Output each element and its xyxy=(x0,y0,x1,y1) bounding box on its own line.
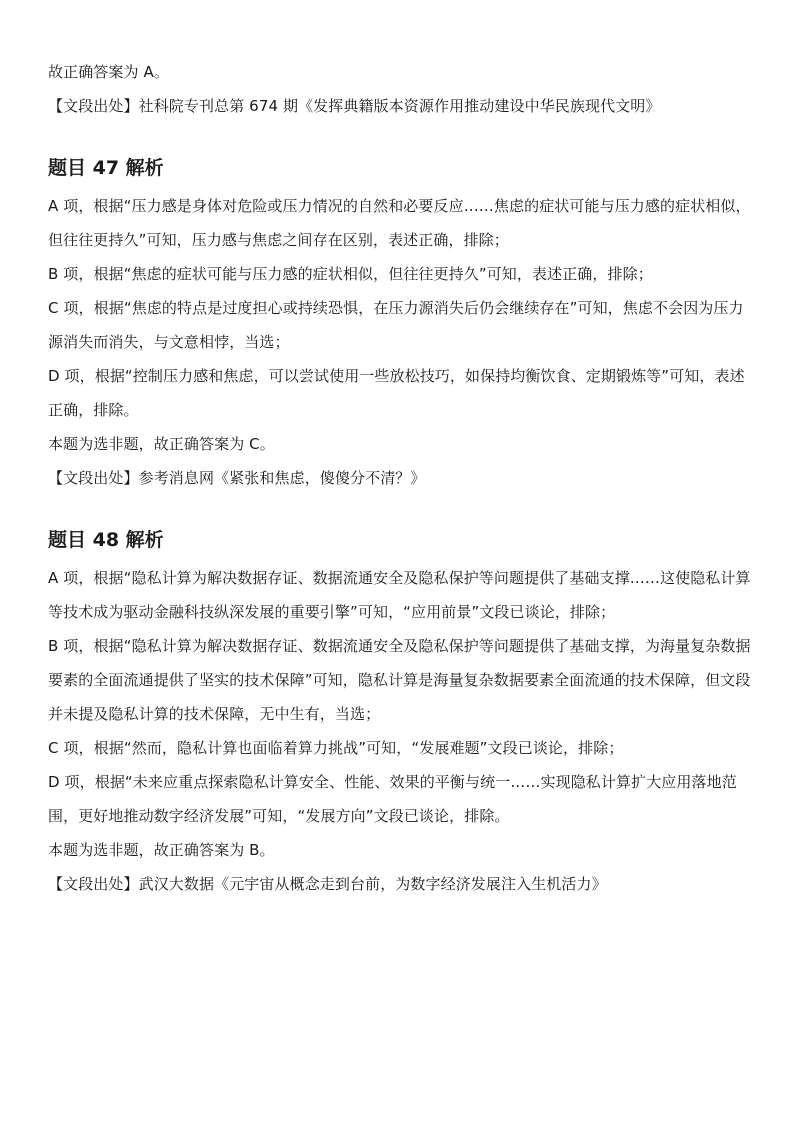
source-label: 【文段出处】 xyxy=(48,97,139,115)
q47-conclusion: 本题为选非题，故正确答案为 C。 xyxy=(48,435,275,453)
source-text: 社科院专刊总第 674 期《发挥典籍版本资源作用推动建设中华民族现代文明》 xyxy=(138,97,661,115)
source-line xyxy=(48,89,758,123)
source-label: 【文段出处】 xyxy=(48,469,139,487)
document-page xyxy=(48,55,758,901)
q47-option-c: C 项，根据“焦虑的特点是过度担心或持续恐惧，在压力源消失后仍会继续存在”可知，焦虑不会因为压力源消失而消失，与文意相悖，当选； xyxy=(48,299,744,351)
q48-heading: 题目 48 解析 xyxy=(48,529,164,551)
answer-line: 故正确答案为 A。 xyxy=(48,63,169,81)
q47-option-d: D 项，根据“控制压力感和焦虑，可以尝试使用一些放松技巧，如保持均衡饮食、定期锻炼等”可知，表述正确，排除。 xyxy=(48,367,745,419)
q47-source-line xyxy=(48,461,758,495)
q48-conclusion: 本题为选非题，故正确答案为 B。 xyxy=(48,841,275,859)
q47-heading: 题目 47 解析 xyxy=(48,157,164,179)
q48-option-d: D 项，根据“未来应重点探索隐私计算安全、性能、效果的平衡与统一……实现隐私计算扩大应用落地范围，更好地推动数字经济发展”可知，“发展方向”文段已谈论，排除。 xyxy=(48,773,737,825)
q47-option-b: B 项，根据“焦虑的症状可能与压力感的症状相似，但往往更持久”可知，表述正确，排除； xyxy=(48,265,653,283)
source-label: 【文段出处】 xyxy=(48,875,139,893)
q48-option-b: B 项，根据“隐私计算为解决数据存证、数据流通安全及隐私保护等问题提供了基础支撑，为海量复杂数据要素的全面流通提供了坚实的技术保障”可知，隐私计算是海量复杂数据要素全面流通的技术保障，但文段并未提及隐私计算的技术保障，无中生有，当选； xyxy=(48,637,751,723)
source-text: 参考消息网《紧张和焦虑，傻傻分不清？》 xyxy=(138,469,426,487)
q48-option-a: A 项，根据“隐私计算为解决数据存证、数据流通安全及隐私保护等问题提供了基础支撑……这使隐私计算等技术成为驱动金融科技纵深发展的重要引擎”可知，“应用前景”文段已谈论，排除； xyxy=(48,569,751,621)
q48-option-c: C 项，根据“然而，隐私计算也面临着算力挑战”可知，“发展难题”文段已谈论，排除； xyxy=(48,739,624,757)
q47-option-a: A 项，根据“压力感是身体对危险或压力情况的自然和必要反应……焦虑的症状可能与压力感的症状相似，但往往更持久”可知，压力感与焦虑之间存在区别，表述正确，排除； xyxy=(48,197,751,249)
source-text: 武汉大数据《元宇宙从概念走到台前，为数字经济发展注入生机活力》 xyxy=(138,875,607,893)
q48-source-line xyxy=(48,867,758,901)
